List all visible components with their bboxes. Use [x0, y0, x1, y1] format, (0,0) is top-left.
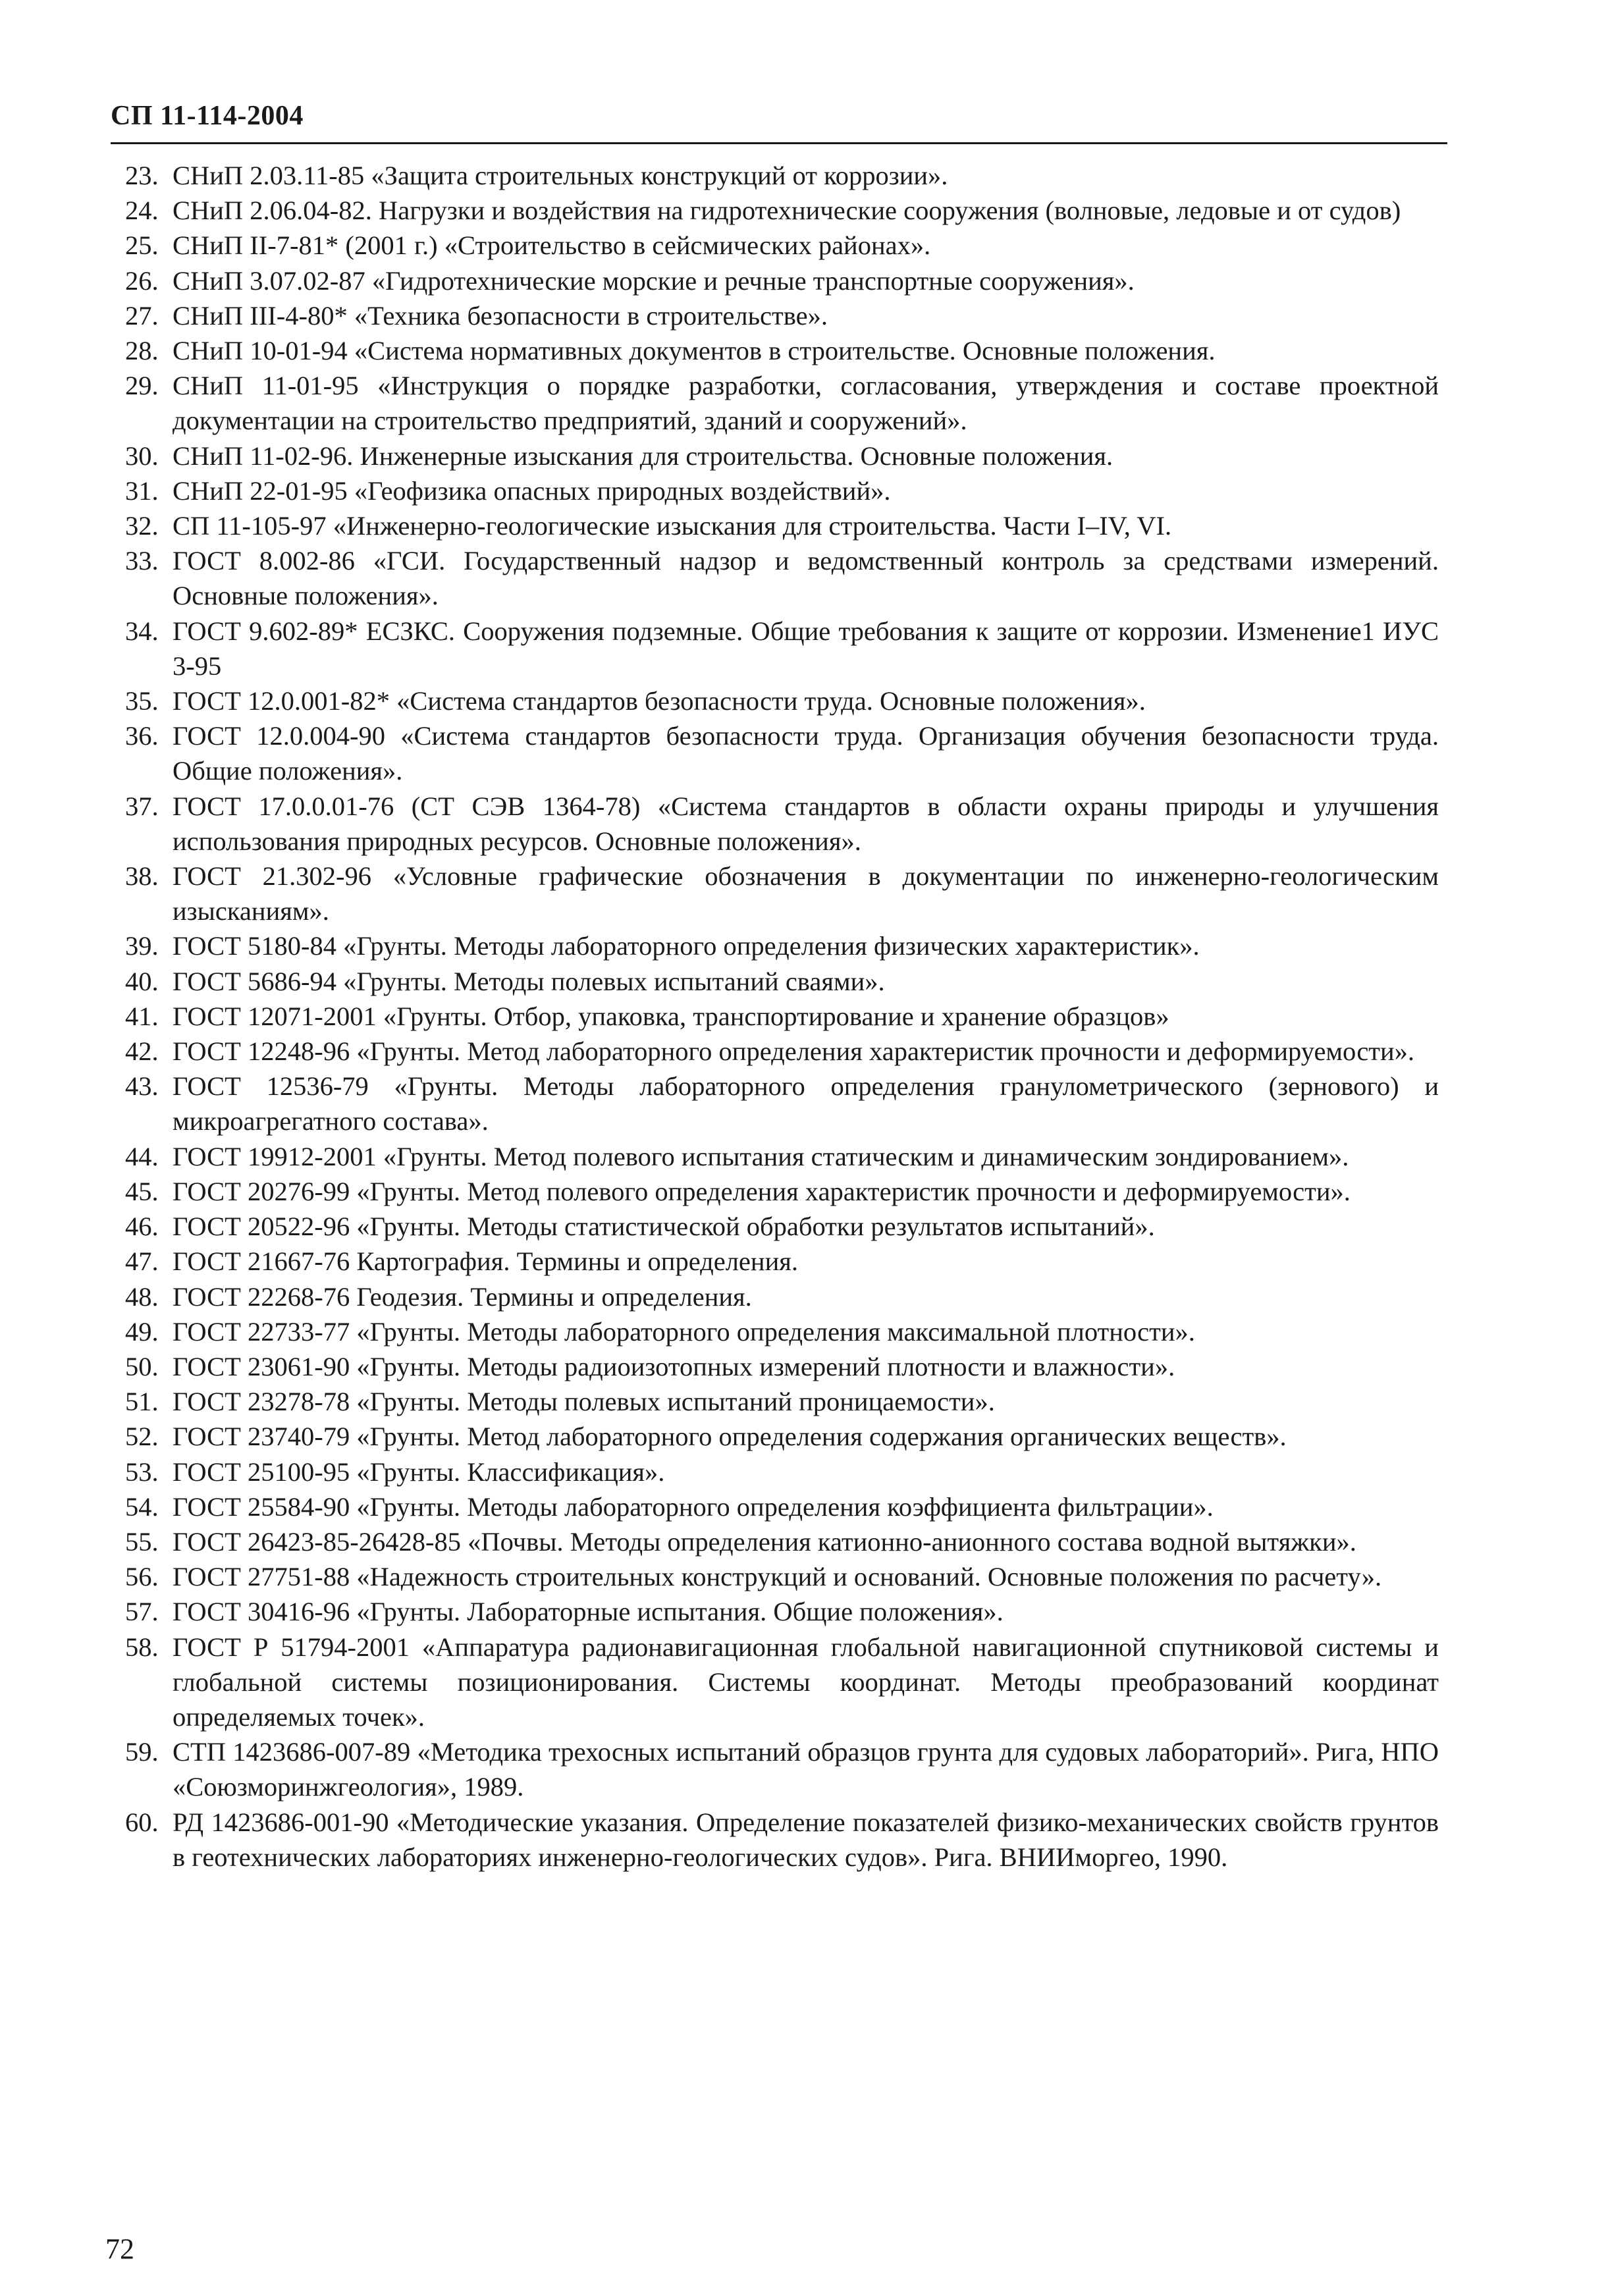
reference-item — [125, 1069, 1439, 1138]
reference-text: ГОСТ 12071-2001 «Грунты. Отбор, упаковка, транспортирование и хранение образцов» — [173, 1001, 1169, 1031]
reference-text: СНиП III-4-80* «Техника безопасности в строительстве». — [173, 300, 828, 331]
reference-item — [125, 1314, 1439, 1349]
reference-text: ГОСТ 20522-96 «Грунты. Методы статистической обработки результатов испытаний». — [173, 1212, 1155, 1242]
reference-number: 47. — [125, 1246, 159, 1277]
reference-number: 42. — [125, 1036, 159, 1067]
reference-text: ГОСТ 12536-79 «Грунты. Методы лабораторного определения гранулометрического (зернового) и микроагрегатного состава». — [173, 1071, 1439, 1136]
reference-text: СНиП 2.06.04-82. Нагрузки и воздействия на гидротехнические сооружения (волновые, ледовые и от судов) — [173, 196, 1401, 226]
reference-text: СНиП 11-02-96. Инженерные изыскания для строительства. Основные положения. — [173, 441, 1113, 471]
reference-text: ГОСТ 23061-90 «Грунты. Методы радиоизотопных измерений плотности и влажности». — [173, 1351, 1175, 1381]
reference-item — [125, 1279, 1439, 1314]
reference-number: 55. — [125, 1526, 159, 1557]
reference-text: ГОСТ 17.0.0.01-76 (СТ СЭВ 1364-78) «Система стандартов в области охраны природы и улучшения использования природных ресурсов. Основные положения». — [173, 791, 1439, 856]
reference-item — [125, 1139, 1439, 1174]
reference-item — [125, 964, 1439, 999]
reference-item — [125, 508, 1439, 543]
reference-item — [125, 1209, 1439, 1244]
reference-item — [125, 439, 1439, 473]
reference-text: СНиП 2.03.11-85 «Защита строительных конструкций от коррозии». — [173, 161, 948, 190]
reference-number: 33. — [125, 546, 159, 576]
reference-item — [125, 614, 1439, 683]
reference-text: ГОСТ 12.0.004-90 «Система стандартов безопасности труда. Организация обучения безопасности труда. Общие положения». — [173, 721, 1439, 786]
reference-number: 30. — [125, 441, 159, 471]
reference-number: 60. — [125, 1807, 159, 1837]
reference-text: ГОСТ 8.002-86 «ГСИ. Государственный надзор и ведомственный контроль за средствами измерений. Основные положения». — [173, 546, 1439, 611]
reference-number: 26. — [125, 265, 159, 296]
reference-number: 56. — [125, 1562, 159, 1592]
reference-item — [125, 1630, 1439, 1735]
reference-text: ГОСТ 20276-99 «Грунты. Метод полевого определения характеристик прочности и деформируемости». — [173, 1176, 1351, 1206]
reference-number: 34. — [125, 616, 159, 646]
document-code: СП 11-114-2004 — [111, 101, 304, 131]
reference-item — [125, 928, 1439, 963]
reference-number: 54. — [125, 1491, 159, 1522]
reference-number: 48. — [125, 1281, 159, 1312]
reference-text: ГОСТ 9.602-89* ЕСЗКС. Сооружения подземные. Общие требования к защите от коррозии. Изменение1 ИУС 3-95 — [173, 616, 1439, 681]
reference-list — [125, 158, 1439, 1875]
reference-item — [125, 158, 1439, 193]
page-number: 72 — [105, 2233, 134, 2265]
reference-text: ГОСТ 22733-77 «Грунты. Методы лабораторного определения максимальной плотности». — [173, 1316, 1195, 1347]
reference-number: 41. — [125, 1001, 159, 1031]
reference-text: СНиП 11-01-95 «Инструкция о порядке разработки, согласования, утверждения и составе проектной документации на строительство предприятий, зданий и сооружений». — [173, 371, 1439, 436]
reference-item — [125, 1419, 1439, 1454]
reference-number: 43. — [125, 1071, 159, 1102]
reference-text: ГОСТ Р 51794-2001 «Аппаратура радионавигационная глобальной навигационной спутниковой системы и глобальной системы позиционирования. Системы координат. Методы преобразований координат определяемых точек». — [173, 1632, 1439, 1732]
reference-item — [125, 859, 1439, 928]
reference-number: 51. — [125, 1387, 159, 1417]
reference-text: ГОСТ 21667-76 Картография. Термины и определения. — [173, 1246, 799, 1277]
reference-text: ГОСТ 22268-76 Геодезия. Термины и определения. — [173, 1281, 752, 1312]
reference-item — [125, 1455, 1439, 1489]
reference-number: 46. — [125, 1212, 159, 1242]
reference-text: РД 1423686-001-90 «Методические указания. Определение показателей физико-механических свойств грунтов в геотехнических лабораториях инженерно-геологических судов». Рига. ВНИИморгео, 1990. — [173, 1807, 1439, 1872]
reference-number: 49. — [125, 1316, 159, 1347]
reference-item — [125, 228, 1439, 263]
reference-item — [125, 1174, 1439, 1209]
reference-item — [125, 298, 1439, 333]
reference-text: ГОСТ 12.0.001-82* «Система стандартов безопасности труда. Основные положения». — [173, 686, 1146, 716]
reference-text: ГОСТ 5686-94 «Грунты. Методы полевых испытаний сваями». — [173, 966, 885, 996]
reference-number: 39. — [125, 931, 159, 961]
reference-number: 50. — [125, 1351, 159, 1381]
reference-number: 25. — [125, 230, 159, 261]
reference-number: 53. — [125, 1456, 159, 1487]
reference-number: 58. — [125, 1632, 159, 1662]
reference-item — [125, 1349, 1439, 1384]
reference-item — [125, 1524, 1439, 1559]
reference-text: СП 11-105-97 «Инженерно-геологические изыскания для строительства. Части I–IV, VI. — [173, 511, 1172, 541]
reference-number: 38. — [125, 861, 159, 892]
reference-text: ГОСТ 23278-78 «Грунты. Методы полевых испытаний проницаемости». — [173, 1387, 995, 1417]
page-header — [111, 99, 1447, 144]
reference-text: СТП 1423686-007-89 «Методика трехосных испытаний образцов грунта для судовых лабораторий». Рига, НПО «Союзморинжгеология», 1989. — [173, 1737, 1439, 1802]
reference-item — [125, 263, 1439, 298]
reference-text: ГОСТ 25584-90 «Грунты. Методы лабораторного определения коэффициента фильтрации». — [173, 1491, 1214, 1522]
reference-text: ГОСТ 23740-79 «Грунты. Метод лабораторного определения содержания органических веществ». — [173, 1422, 1287, 1452]
reference-item — [125, 999, 1439, 1034]
reference-number: 44. — [125, 1141, 159, 1171]
reference-number: 59. — [125, 1737, 159, 1767]
reference-text: СНиП 22-01-95 «Геофизика опасных природных воздействий». — [173, 475, 891, 506]
reference-number: 45. — [125, 1176, 159, 1206]
reference-number: 27. — [125, 300, 159, 331]
reference-number: 32. — [125, 511, 159, 541]
reference-item — [125, 333, 1439, 368]
reference-text: ГОСТ 5180-84 «Грунты. Методы лабораторного определения физических характеристик». — [173, 931, 1200, 961]
reference-number: 37. — [125, 791, 159, 821]
reference-number: 24. — [125, 196, 159, 226]
reference-text: ГОСТ 25100-95 «Грунты. Классификация». — [173, 1456, 665, 1487]
reference-item — [125, 1734, 1439, 1804]
reference-item — [125, 193, 1439, 228]
reference-number: 36. — [125, 721, 159, 751]
reference-item — [125, 718, 1439, 788]
reference-item — [125, 543, 1439, 613]
reference-number: 35. — [125, 686, 159, 716]
reference-text: ГОСТ 12248-96 «Грунты. Метод лабораторного определения характеристик прочности и деформируемости». — [173, 1036, 1415, 1067]
reference-number: 52. — [125, 1422, 159, 1452]
reference-text: СНиП 10-01-94 «Система нормативных документов в строительстве. Основные положения. — [173, 336, 1216, 366]
reference-text: ГОСТ 19912-2001 «Грунты. Метод полевого испытания статическим и динамическим зондированием». — [173, 1141, 1349, 1171]
reference-item — [125, 1034, 1439, 1069]
reference-number: 40. — [125, 966, 159, 996]
reference-text: ГОСТ 30416-96 «Грунты. Лабораторные испытания. Общие положения». — [173, 1597, 1004, 1627]
reference-text: ГОСТ 27751-88 «Надежность строительных конструкций и оснований. Основные положения по расчету». — [173, 1562, 1382, 1592]
reference-number: 57. — [125, 1597, 159, 1627]
reference-text: ГОСТ 26423-85-26428-85 «Почвы. Методы определения катионно-анионного состава водной вытяжки». — [173, 1526, 1356, 1557]
reference-item — [125, 1559, 1439, 1594]
reference-text: СНиП II-7-81* (2001 г.) «Строительство в сейсмических районах». — [173, 230, 931, 261]
reference-number: 31. — [125, 475, 159, 506]
reference-number: 28. — [125, 336, 159, 366]
reference-item — [125, 1594, 1439, 1629]
reference-text: ГОСТ 21.302-96 «Условные графические обозначения в документации по инженерно-геологическим изысканиям». — [173, 861, 1439, 926]
reference-item — [125, 683, 1439, 718]
reference-text: СНиП 3.07.02-87 «Гидротехнические морские и речные транспортные сооружения». — [173, 265, 1135, 296]
reference-item — [125, 1244, 1439, 1279]
reference-item — [125, 368, 1439, 438]
reference-item — [125, 789, 1439, 859]
reference-number: 29. — [125, 371, 159, 401]
reference-item — [125, 473, 1439, 508]
reference-item — [125, 1805, 1439, 1875]
reference-item — [125, 1489, 1439, 1524]
reference-item — [125, 1384, 1439, 1419]
reference-number: 23. — [125, 161, 159, 190]
